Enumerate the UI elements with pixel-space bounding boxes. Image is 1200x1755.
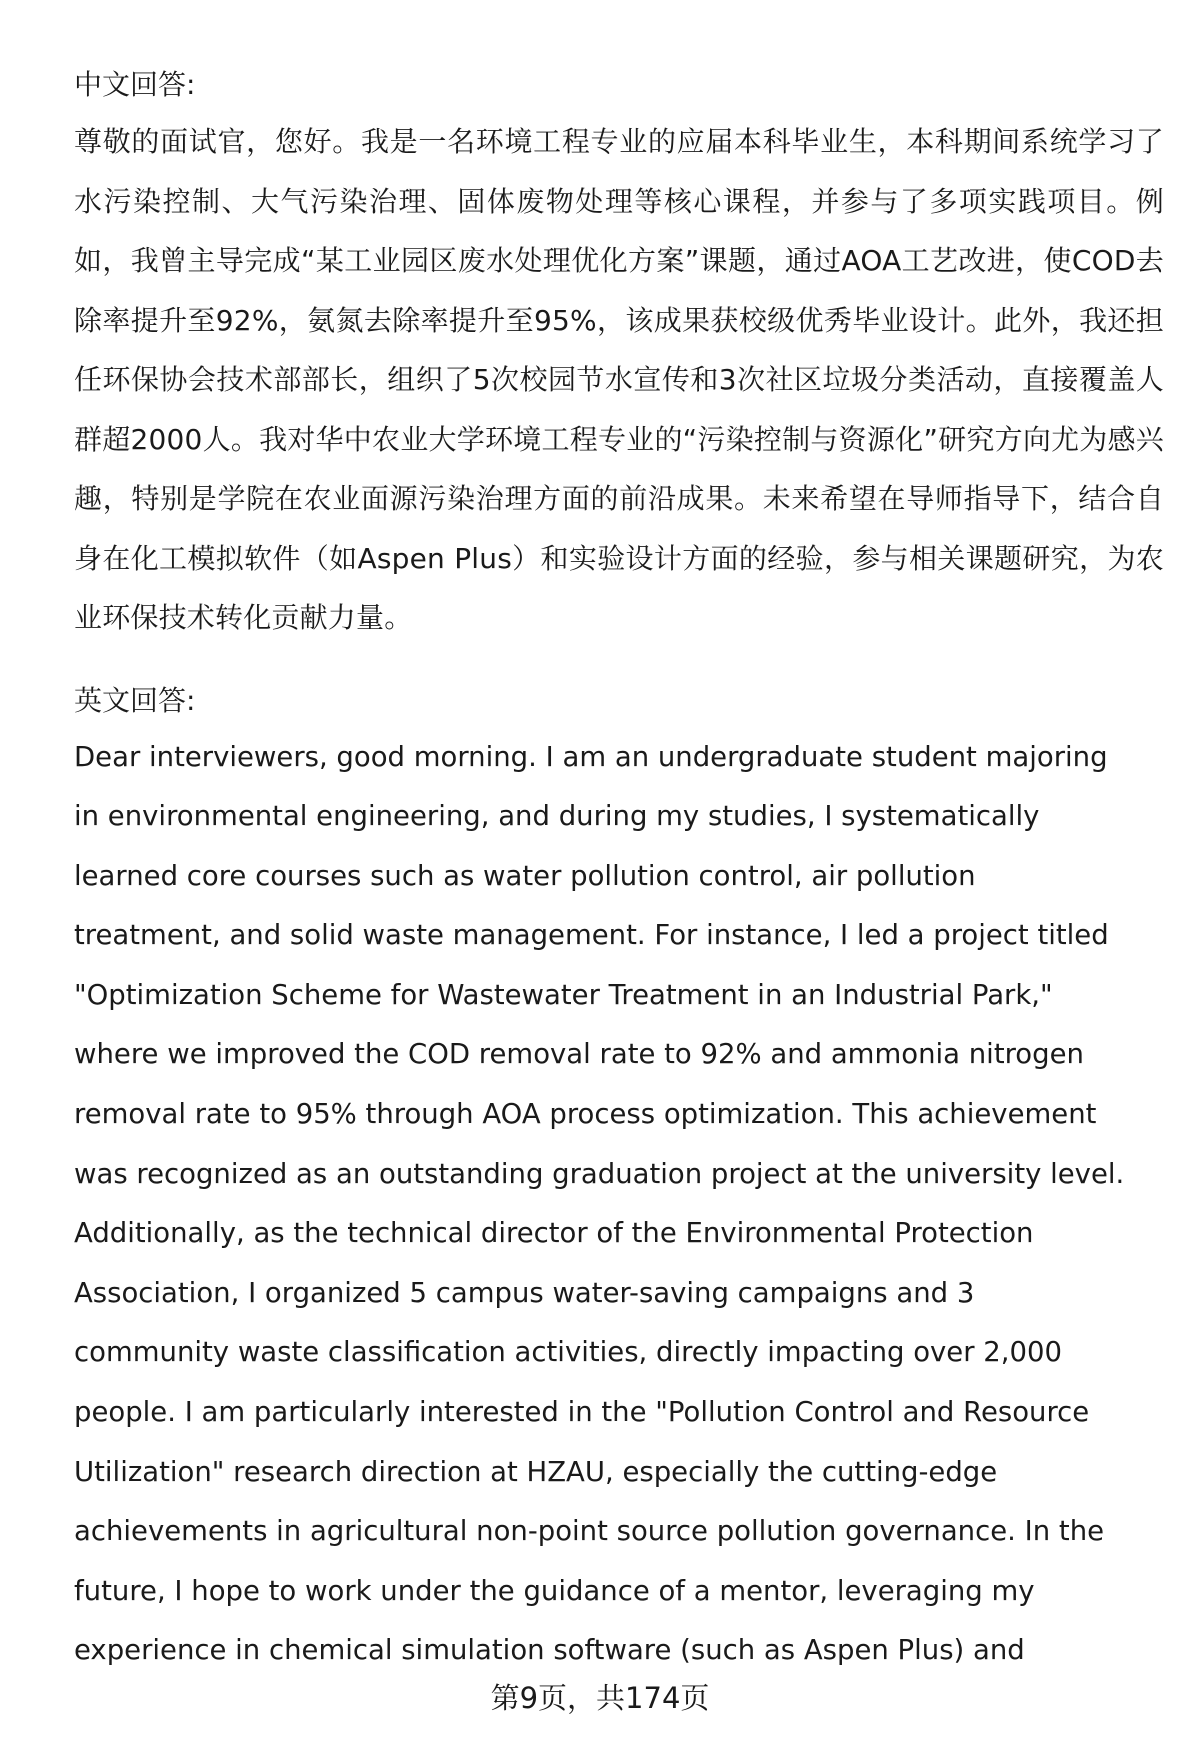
english-line: community waste classification activities, directly impacting over 2,000: [74, 1336, 1062, 1369]
page-number-footer: 第9页，共174页: [490, 1681, 710, 1715]
english-line: achievements in agricultural non-point source pollution governance. In the: [74, 1515, 1105, 1548]
english-line: in environmental engineering, and during my studies, I systematically: [74, 800, 1040, 833]
english-line: where we improved the COD removal rate to 92% and ammonia nitrogen: [74, 1038, 1084, 1071]
english-answer-body: [74, 728, 1164, 1682]
english-line: "Optimization Scheme for Wastewater Treatment in an Industrial Park,": [74, 978, 1053, 1011]
chinese-answer-label: 中文回答:: [74, 68, 196, 101]
english-line: experience in chemical simulation software (such as Aspen Plus) and: [74, 1634, 1025, 1667]
english-line: people. I am particularly interested in the "Pollution Control and Resource: [74, 1396, 1090, 1429]
english-answer-label: 英文回答:: [74, 683, 196, 717]
english-line: Dear interviewers, good morning. I am an undergraduate student majoring: [74, 740, 1108, 773]
english-line: Association, I organized 5 campus water-saving campaigns and 3: [74, 1276, 975, 1309]
english-line: removal rate to 95% through AOA process optimization. This achievement: [74, 1098, 1097, 1131]
english-line: future, I hope to work under the guidance of a mentor, leveraging my: [74, 1574, 1035, 1607]
english-line: Additionally, as the technical director of the Environmental Protection: [74, 1217, 1034, 1250]
chinese-answer-body: 尊敬的面试官，您好。我是一名环境工程专业的应届本科毕业生，本科期间系统学习了水污染控制、大气污染治理、固体废物处理等核心课程，并参与了多项实践项目。例如，我曾主导完成“某工业园区废水处理优化方案”课题，通过AOA工艺改进，使COD去除率提升至92%，氨氮去除率提升至95%，该成果获校级优秀毕业设计。此外，我还担任环保协会技术部部长，组织了5次校园节水宣传和3次社区垃圾分类活动，直接覆盖人群超2000人。我对华中农业大学环境工程专业的“污染控制与资源化”研究方向尤为感兴趣，特别是学院在农业面源污染治理方面的前沿成果。未来希望在导师指导下，结合自身在化工模拟软件（如Aspen Plus）和实验设计方面的经验，参与相关课题研究，为农业环保技术转化贡献力量。: [74, 125, 1164, 634]
english-line: learned core courses such as water pollution control, air pollution: [74, 859, 976, 892]
section-gap: [74, 648, 1164, 674]
english-line: treatment, and solid waste management. For instance, I led a project titled: [74, 919, 1109, 952]
english-line: Utilization" research direction at HZAU, especially the cutting-edge: [74, 1455, 998, 1488]
english-line: was recognized as an outstanding graduation project at the university level.: [74, 1157, 1125, 1190]
document-content: [74, 58, 1164, 1681]
